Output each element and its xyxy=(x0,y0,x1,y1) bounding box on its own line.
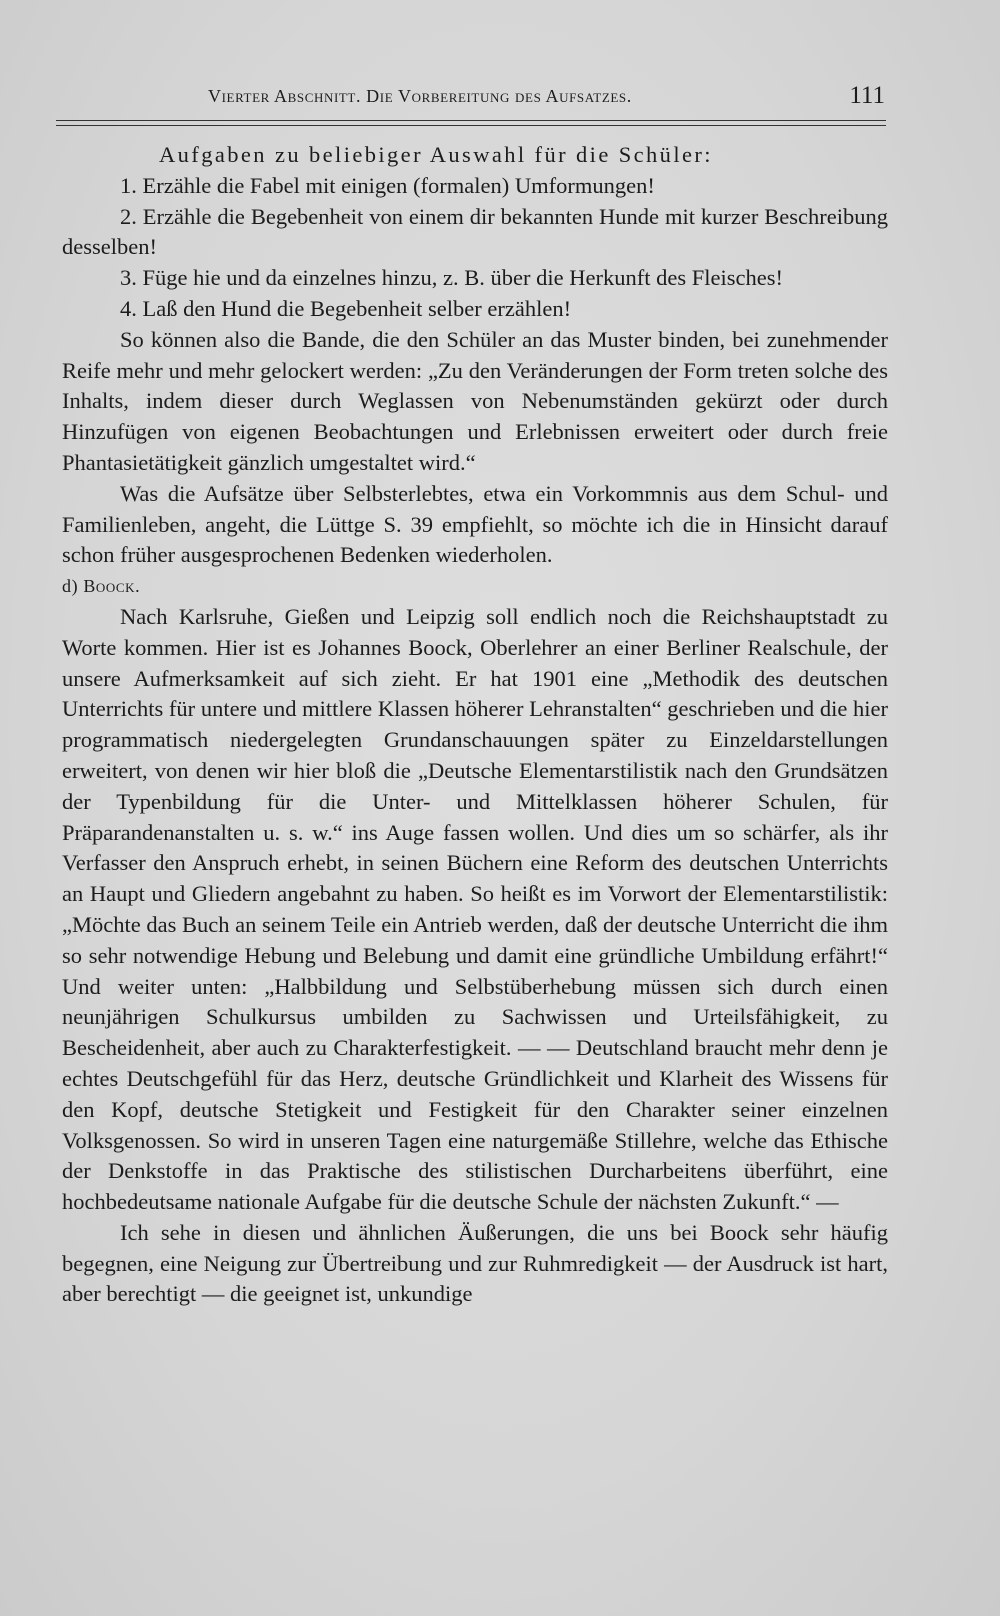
paragraph: Was die Aufsätze über Selbsterlebtes, etwa ein Vorkommnis aus dem Schul- und Familienleben, angeht, die Lüttge S. 39 empfiehlt, so möchte ich die in Hinsicht darauf schon früher ausgesprochenen Bedenken wiederholen. xyxy=(62,480,888,568)
page-header xyxy=(62,82,887,118)
paragraph: So können also die Bande, die den Schüler an das Muster binden, bei zunehmender Reife mehr und mehr gelockert werden: „Zu den Veränderungen der Form treten solche des Inhalts, indem dieser durch Weglassen von Nebenumständen gekürzt oder durch Hinzufügen von eigenen Beobachtungen und Erlebnissen erweitert oder durch freie Phantasietätigkeit gänzlich umgestaltet wird.“ xyxy=(62,326,888,475)
header-rule xyxy=(56,120,886,121)
assignment-item: 4. Laß den Hund die Begebenheit selber erzählen! xyxy=(120,295,572,321)
assignment-item: 2. Erzähle die Begebenheit von einem dir bekannten Hunde mit kurzer Beschreibung desselben! xyxy=(62,203,888,260)
header-rule-thin xyxy=(56,125,886,126)
section-heading xyxy=(62,571,888,602)
body-text xyxy=(62,140,888,1310)
paragraph: Nach Karlsruhe, Gießen und Leipzig soll endlich noch die Reichshauptstadt zu Worte kommen. Hier ist es Johannes Boock, Oberlehrer an einer Berliner Realschule, der unsere Aufmerksamkeit auf sich zieht. Er hat 1901 eine „Methodik des deutschen Unterrichts für untere und mittlere Klassen höherer Lehranstalten“ geschrieben und die hier programmatisch niedergelegten Grundanschauungen später zu Einzeldarstellungen erweitert, von denen wir hier bloß die „Deutsche Elementarstilistik nach den Grundsätzen der Typenbildung für die Unter- und Mittelklassen höherer Schulen, für Präparandenanstalten u. s. w.“ ins Auge fassen wollen. Und dies um so schärfer, als ihr Verfasser den Anspruch erhebt, in seinen Büchern eine Reform des deutschen Unterrichts an Haupt und Gliedern angebahnt zu haben. So heißt es im Vorwort der Elementarstilistik: „Möchte das Buch an seinem Teile ein Antrieb werden, daß der deutsche Unterricht die ihm so sehr notwendige Hebung und Belebung und damit eine gründliche Umbildung erfährt!“ Und weiter unten: „Halbbildung und Selbstüberhebung müssen sich durch einen neunjährigen Schulkursus umbilden zu Sachwissen und Urteilsfähigkeit, zu Bescheidenheit, aber auch zu Charakterfestigkeit. — — Deutschland braucht mehr denn je echtes Deutschgefühl für das Herz, deutsche Gründlichkeit und Klarheit des Wissens für den Kopf, deutsche Stetigkeit und Festigkeit für den Charakter seiner einzelnen Volksgenossen. So wird in unseren Tagen eine naturgemäße Stillehre, welche das Ethische der Denkstoffe in das Praktische des stilistischen Durcharbeitens überführt, eine hochbedeutsame nationale Aufgabe für die deutsche Schule der nächsten Zukunft.“ — xyxy=(62,603,888,1215)
section-title: Boock. xyxy=(83,576,141,597)
assignment-item: 1. Erzähle die Fabel mit einigen (formalen) Umformungen! xyxy=(120,172,655,198)
paragraph: Ich sehe in diesen und ähnlichen Äußerungen, die uns bei Boock sehr häufig begegnen, eine Neigung zur Übertreibung und zur Ruhmredigkeit — der Ausdruck ist hart, aber berechtigt — die geeignet ist, unkundige xyxy=(62,1219,888,1307)
assignment-item: 3. Füge hie und da einzelnes hinzu, z. B. über die Herkunft des Fleisches! xyxy=(120,265,783,291)
assignments-heading: Aufgaben zu beliebiger Auswahl für die Schüler: xyxy=(159,142,713,167)
page-number: 111 xyxy=(849,82,885,109)
running-title: Vierter Abschnitt. Die Vorbereitung des Aufsatzes. xyxy=(208,86,632,106)
section-label: d) xyxy=(62,576,79,597)
